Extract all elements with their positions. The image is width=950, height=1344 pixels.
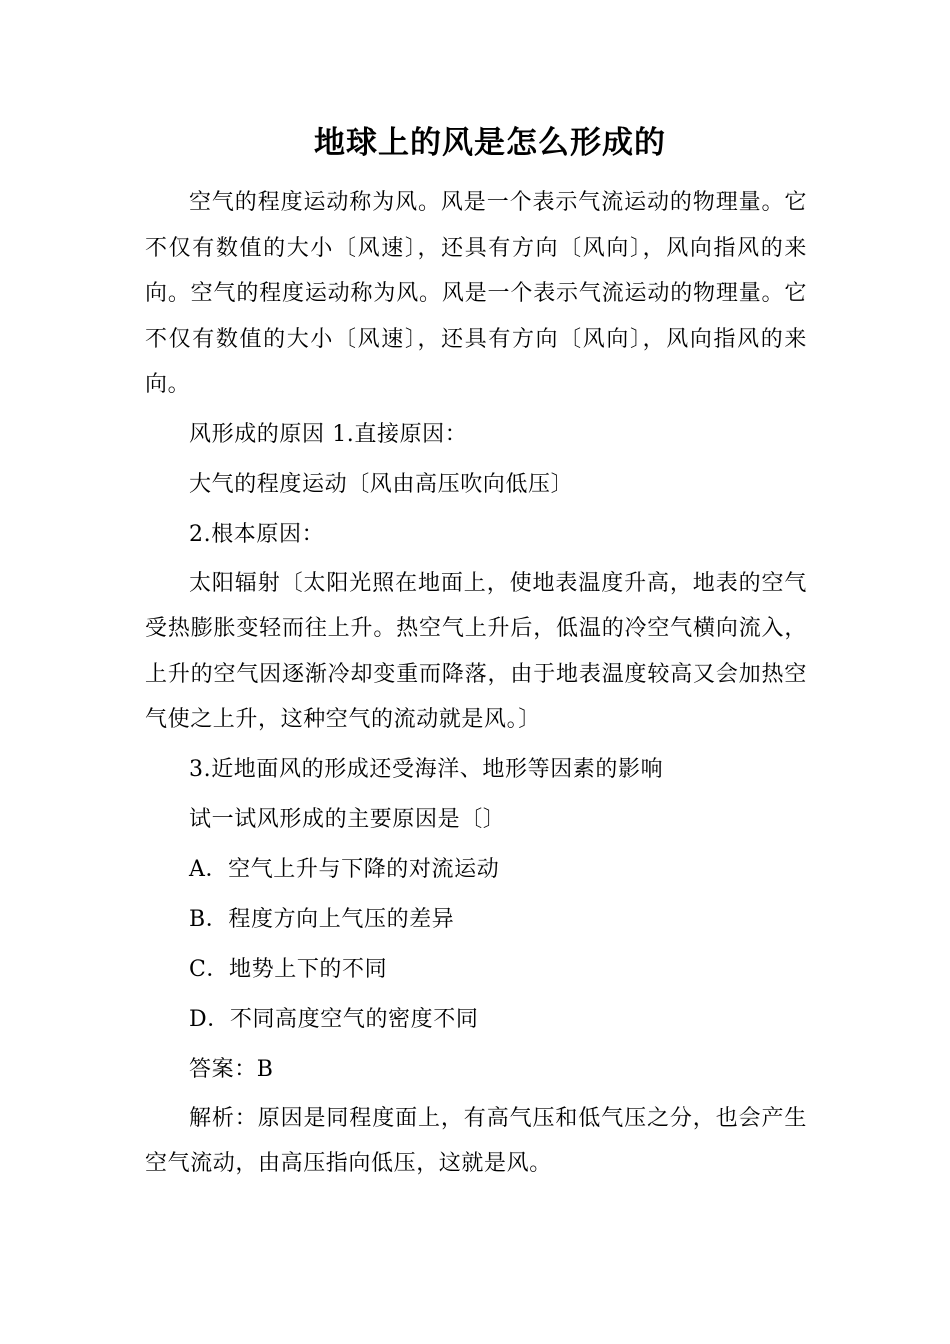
option-b: B．程度方向上气压的差异 [189, 906, 455, 932]
paragraph-root-cause-heading: 2.根本原因： [189, 521, 325, 547]
question-text: 试一试风形成的主要原因是〔〕 [189, 806, 506, 832]
option-c: C．地势上下的不同 [189, 956, 388, 982]
document-title: 地球上的风是怎么形成的 [314, 125, 666, 161]
paragraph-cause-heading: 风形成的原因 1.直接原因： [189, 421, 468, 447]
option-d: D．不同高度空气的密度不同 [189, 1006, 479, 1032]
analysis-text: 解析：原因是同程度面上，有高气压和低气压之分，也会产生空气流动，由高压指向低压，这就是风。 [145, 1105, 807, 1176]
paragraph-solar-radiation: 太阳辐射〔太阳光照在地面上，使地表温度升高，地表的空气受热膨胀变轻而往上升。热空气上升后，低温的冷空气横向流入，上升的空气因逐渐冷却变重而降落，由于地表温度较高又会加热空气使之上升，这种空气的流动就是风。〕 [145, 570, 807, 732]
option-a: A．空气上升与下降的对流运动 [189, 856, 500, 882]
paragraph-definition: 空气的程度运动称为风。风是一个表示气流运动的物理量。它不仅有数值的大小〔风速〕，还具有方向〔风向〕，风向指风的来向。空气的程度运动称为风。风是一个表示气流运动的物理量。它不仅有数值的大小〔风速〕，还具有方向〔风向〕，风向指风的来向。 [145, 190, 807, 397]
answer-text: 答案：B [189, 1056, 274, 1082]
document-page [145, 118, 807, 1190]
paragraph-other-factors: 3.近地面风的形成还受海洋、地形等因素的影响 [189, 756, 664, 782]
paragraph-direct-cause: 大气的程度运动〔风由高压吹向低压〕 [189, 471, 574, 497]
